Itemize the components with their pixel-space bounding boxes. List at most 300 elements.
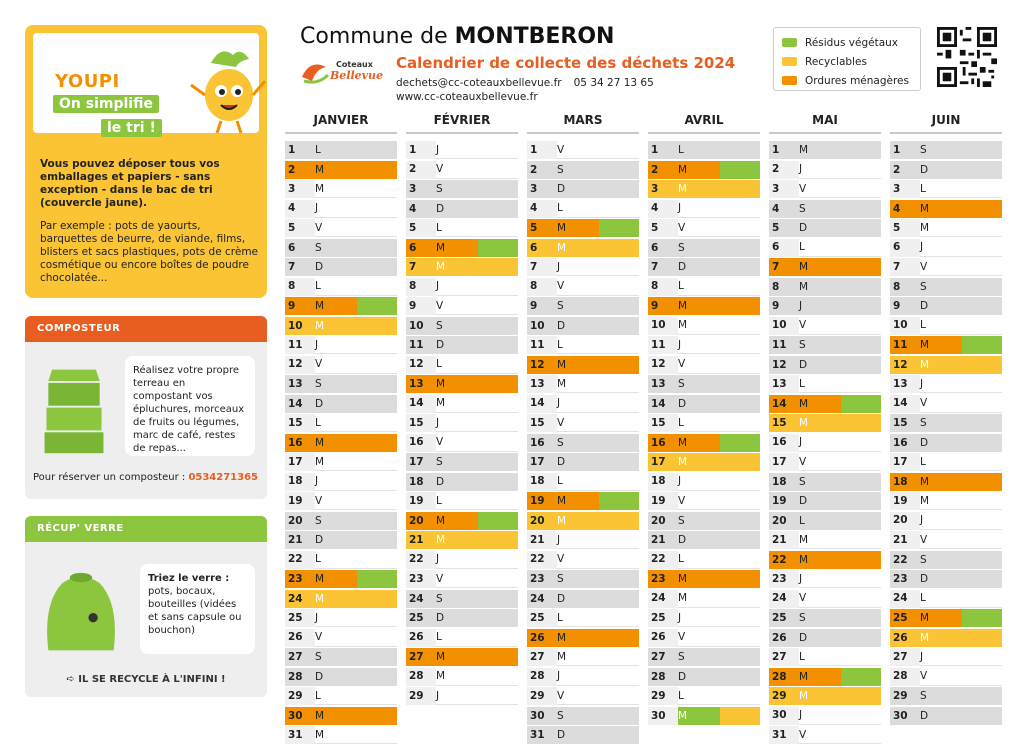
day-letter: S (678, 514, 685, 527)
day-row (890, 336, 1002, 354)
day-row (527, 570, 639, 588)
day-row (648, 239, 760, 257)
day-letter: V (557, 143, 565, 156)
day-row (890, 453, 1002, 471)
day-number: 8 (530, 280, 538, 292)
day-row (285, 239, 397, 257)
day-letter: M (678, 592, 688, 604)
day-row (769, 687, 881, 705)
day-letter: M (920, 494, 930, 507)
day-row (285, 473, 397, 491)
day-row (527, 336, 639, 354)
youpi-text (40, 158, 260, 295)
day-row (406, 629, 518, 647)
day-row (527, 434, 639, 452)
day-number: 4 (651, 202, 659, 214)
day-number: 12 (651, 358, 666, 370)
day-number: 5 (409, 221, 417, 234)
day-letter: L (799, 514, 805, 527)
day-letter: J (436, 416, 440, 429)
day-row (890, 707, 1002, 725)
day-row (890, 512, 1002, 530)
day-letter: M (799, 533, 809, 546)
day-row (406, 258, 518, 276)
day-letter: D (557, 319, 566, 332)
day-row (285, 219, 397, 237)
day-number: 10 (651, 319, 666, 331)
day-number: 14 (772, 397, 787, 410)
day-number: 20 (772, 514, 787, 527)
day-row (648, 317, 760, 335)
month-divider (648, 132, 760, 134)
day-number: 19 (530, 495, 545, 507)
day-letter: D (557, 183, 566, 195)
day-row (890, 531, 1002, 549)
day-row (648, 687, 760, 705)
day-row (285, 453, 397, 471)
day-letter: S (315, 514, 322, 527)
day-letter: S (557, 709, 564, 722)
day-row (406, 141, 518, 159)
day-row (648, 707, 760, 725)
day-number: 22 (409, 553, 424, 565)
day-row (890, 609, 1002, 627)
day-row (648, 395, 760, 413)
day-letter: M (557, 495, 567, 507)
day-letter: J (920, 514, 924, 526)
day-letter: S (557, 573, 564, 585)
day-number: 6 (651, 241, 659, 254)
day-row (648, 492, 760, 510)
day-letter: M (315, 455, 325, 468)
day-letter: M (557, 514, 567, 527)
verre-header: RÉCUP' VERRE (25, 516, 267, 542)
day-letter: L (678, 689, 684, 702)
day-row (406, 414, 518, 432)
day-letter: D (436, 612, 445, 624)
youpi-tag-2: le tri ! (101, 119, 162, 137)
day-number: 3 (288, 182, 296, 195)
day-number: 23 (651, 573, 666, 585)
day-number: 4 (893, 202, 901, 215)
day-row (769, 629, 881, 647)
day-letter: L (799, 241, 805, 253)
day-number: 13 (530, 377, 545, 390)
day-letter: S (678, 378, 685, 390)
day-letter: V (799, 182, 807, 195)
day-letter: M (799, 417, 809, 429)
day-letter: M (315, 163, 325, 176)
composteur-phone[interactable]: 0534271365 (188, 472, 259, 483)
contact-website[interactable]: www.cc-coteauxbellevue.fr (396, 91, 538, 103)
day-number: 2 (288, 163, 296, 176)
day-letter: M (920, 358, 930, 371)
logo-text-top: Coteaux (336, 60, 373, 69)
day-letter: L (557, 338, 563, 351)
day-row (285, 200, 397, 218)
day-number: 20 (530, 514, 545, 527)
day-number: 29 (409, 689, 424, 702)
day-letter: D (920, 573, 929, 585)
month-divider (285, 132, 397, 134)
youpi-banner (33, 33, 259, 136)
month-name: MARS (563, 113, 603, 127)
qr-code-icon[interactable] (937, 27, 997, 87)
day-letter: J (436, 553, 440, 565)
day-letter: V (436, 299, 444, 312)
day-row (527, 707, 639, 725)
day-letter: J (678, 202, 682, 214)
day-collection-band (841, 668, 881, 686)
day-number: 18 (893, 475, 908, 488)
day-row (285, 414, 397, 432)
day-number: 11 (772, 339, 787, 351)
day-letter: L (678, 144, 684, 156)
day-number: 18 (651, 475, 666, 487)
day-letter: J (799, 300, 803, 312)
day-letter: M (678, 573, 688, 585)
day-number: 7 (409, 261, 417, 273)
day-row (648, 180, 760, 198)
day-number: 6 (288, 241, 296, 254)
day-number: 18 (409, 475, 424, 488)
day-letter: M (315, 573, 325, 585)
day-collection-band (357, 297, 397, 315)
day-number: 17 (530, 456, 545, 468)
day-row (769, 375, 881, 393)
day-number: 11 (530, 338, 545, 351)
day-number: 4 (772, 202, 780, 215)
day-letter: L (315, 689, 321, 702)
day-number: 21 (772, 533, 787, 546)
day-letter: D (678, 670, 687, 683)
day-row (527, 492, 639, 510)
day-collection-band (962, 336, 1002, 354)
day-row (406, 278, 518, 296)
day-letter: V (678, 221, 686, 234)
day-letter: J (557, 670, 561, 682)
day-letter: S (920, 553, 927, 566)
verre-body (25, 542, 267, 697)
day-row (527, 317, 639, 335)
day-row (648, 297, 760, 315)
day-letter: L (436, 358, 442, 370)
day-number: 26 (288, 631, 303, 643)
day-number: 17 (288, 455, 303, 468)
day-letter: D (557, 592, 566, 605)
day-letter: M (315, 728, 325, 741)
day-row (527, 278, 639, 296)
day-number: 4 (530, 202, 538, 214)
day-row (406, 648, 518, 666)
day-number: 23 (530, 573, 545, 585)
day-row (285, 687, 397, 705)
day-row (406, 687, 518, 705)
day-row (648, 141, 760, 159)
day-letter: V (920, 397, 928, 409)
day-number: 21 (530, 533, 545, 546)
day-number: 7 (772, 261, 780, 273)
day-letter: L (557, 475, 563, 487)
day-letter: V (799, 592, 807, 604)
day-letter: S (920, 417, 927, 429)
day-number: 26 (530, 631, 545, 644)
day-number: 22 (772, 553, 787, 566)
youpi-text-example: Par exemple : pots de yaourts, barquettes de beurre, de viande, films, blisters et sacs plastiques, pots de crème cosmétique ou encore boîtes de poudre chocolatée... (40, 220, 259, 284)
day-row (648, 161, 760, 179)
day-letter: D (678, 534, 687, 546)
day-row (890, 161, 1002, 179)
day-row (285, 648, 397, 666)
day-letter: L (315, 280, 321, 292)
day-number: 10 (409, 319, 424, 332)
day-number: 20 (651, 514, 666, 527)
day-number: 3 (530, 183, 538, 195)
day-number: 9 (409, 299, 417, 312)
youpi-text-bold: Vous pouvez déposer tous vos emballages et papiers - sans exception - dans le bac de tri (couvercle jaune). (40, 158, 220, 209)
day-collection-band (478, 512, 518, 530)
day-row (648, 648, 760, 666)
month-divider (406, 132, 518, 134)
day-number: 13 (409, 378, 424, 390)
month-name: JUIN (931, 113, 961, 127)
day-letter: J (799, 436, 803, 448)
day-number: 20 (409, 514, 424, 527)
day-row (285, 590, 397, 608)
month-column (648, 110, 760, 726)
day-row (890, 180, 1002, 198)
day-letter: V (799, 728, 807, 741)
day-letter: L (920, 592, 926, 604)
legend-item-om (782, 71, 912, 90)
day-letter: M (436, 651, 446, 663)
contact-phone[interactable]: 05 34 27 13 65 (573, 77, 654, 89)
day-number: 15 (530, 416, 545, 429)
month-column (285, 110, 397, 746)
day-letter: M (315, 592, 325, 605)
day-collection-band (962, 609, 1002, 627)
day-letter: D (557, 729, 566, 741)
day-row (890, 219, 1002, 237)
day-row (890, 687, 1002, 705)
day-number: 9 (530, 300, 538, 312)
day-letter: L (920, 455, 926, 468)
day-row (527, 453, 639, 471)
day-letter: S (799, 339, 806, 351)
day-row (285, 278, 397, 296)
day-row (527, 726, 639, 744)
day-number: 5 (772, 222, 780, 234)
day-number: 13 (651, 378, 666, 390)
day-letter: J (799, 709, 803, 721)
day-number: 14 (893, 397, 908, 409)
day-number: 16 (530, 436, 545, 449)
day-row (406, 180, 518, 198)
contact-email[interactable]: dechets@cc-coteauxbellevue.fr (396, 77, 562, 89)
day-row (769, 395, 881, 413)
day-row (406, 434, 518, 452)
day-letter: M (436, 514, 446, 527)
day-row (769, 707, 881, 725)
day-number: 30 (288, 709, 303, 722)
day-row (648, 629, 760, 647)
day-letter: L (436, 221, 442, 234)
day-number: 24 (893, 592, 908, 604)
day-row (648, 453, 760, 471)
day-row (406, 317, 518, 335)
day-row (890, 258, 1002, 276)
day-letter: S (920, 144, 927, 156)
day-row (890, 492, 1002, 510)
day-row (527, 219, 639, 237)
day-collection-band (357, 570, 397, 588)
day-number: 5 (288, 221, 296, 234)
day-letter: S (920, 280, 927, 293)
day-row (648, 473, 760, 491)
day-number: 26 (772, 631, 787, 644)
day-row (527, 161, 639, 179)
day-letter: M (799, 261, 809, 273)
day-letter: M (920, 475, 930, 488)
verre-footer: ➪ IL SE RECYCLE À L'INFINI ! (66, 674, 226, 685)
day-number: 9 (288, 300, 296, 312)
legend-swatch-rv (782, 38, 797, 47)
day-number: 2 (651, 163, 659, 176)
day-letter: J (557, 533, 561, 546)
day-number: 23 (409, 572, 424, 585)
day-number: 29 (288, 689, 303, 702)
day-number: 9 (893, 300, 901, 312)
day-letter: M (920, 221, 930, 234)
day-letter: V (678, 358, 686, 370)
day-row (890, 629, 1002, 647)
day-letter: S (315, 651, 322, 663)
day-letter: S (557, 300, 564, 312)
day-number: 19 (288, 494, 303, 507)
day-number: 15 (409, 416, 424, 429)
day-letter: M (799, 670, 809, 683)
day-row (406, 668, 518, 686)
day-row (890, 239, 1002, 257)
day-number: 25 (409, 612, 424, 624)
verre-bubble-title: Triez le verre : (148, 573, 230, 584)
day-letter: V (315, 631, 323, 643)
day-letter: M (920, 631, 930, 644)
month-name: AVRIL (684, 113, 724, 127)
day-row (527, 609, 639, 627)
day-row (406, 551, 518, 569)
day-number: 1 (530, 143, 538, 156)
day-letter: D (557, 456, 566, 468)
day-number: 19 (409, 494, 424, 507)
day-row (285, 336, 397, 354)
day-row (648, 512, 760, 530)
day-number: 5 (893, 221, 901, 234)
day-row (648, 336, 760, 354)
day-row (406, 336, 518, 354)
day-letter: D (315, 534, 324, 546)
day-number: 28 (893, 670, 908, 682)
day-number: 21 (893, 533, 908, 546)
day-row (890, 551, 1002, 569)
day-row (527, 141, 639, 159)
day-number: 18 (530, 475, 545, 487)
day-letter: S (436, 456, 443, 468)
day-row (769, 278, 881, 296)
youpi-title: YOUPI (55, 71, 120, 92)
day-row (527, 473, 639, 491)
day-letter: S (315, 378, 322, 390)
month-divider (769, 132, 881, 134)
day-number: 29 (893, 690, 908, 702)
day-letter: D (436, 475, 445, 488)
day-row (648, 551, 760, 569)
day-number: 22 (530, 553, 545, 565)
day-row (285, 395, 397, 413)
day-row (890, 648, 1002, 666)
day-letter: S (920, 690, 927, 702)
day-collection-band (478, 239, 518, 257)
day-row (285, 492, 397, 510)
day-letter: D (920, 709, 929, 722)
day-row (890, 668, 1002, 686)
day-row (890, 414, 1002, 432)
day-number: 27 (530, 650, 545, 663)
day-number: 26 (651, 631, 666, 643)
day-row (285, 434, 397, 452)
day-row (890, 317, 1002, 335)
day-number: 23 (893, 573, 908, 585)
day-number: 27 (288, 651, 303, 663)
day-letter: V (436, 572, 444, 585)
day-row (406, 473, 518, 491)
day-letter: J (920, 241, 924, 253)
calendar-title: Calendrier de collecte des déchets 2024 (396, 54, 736, 72)
day-letter: J (436, 689, 440, 702)
day-number: 5 (530, 222, 538, 234)
day-number: 11 (893, 339, 908, 351)
day-letter: M (920, 339, 930, 351)
verre-bubble (140, 564, 255, 654)
day-row (285, 258, 397, 276)
day-letter: M (920, 612, 930, 624)
day-letter: J (920, 377, 924, 390)
day-letter: D (436, 339, 445, 351)
legend (773, 27, 921, 91)
day-number: 2 (772, 163, 780, 175)
month-name: FÉVRIER (433, 113, 491, 127)
day-number: 23 (288, 573, 303, 585)
day-row (769, 258, 881, 276)
day-row (285, 141, 397, 159)
day-row (406, 356, 518, 374)
day-letter: V (436, 436, 444, 448)
day-row (527, 258, 639, 276)
day-number: 25 (772, 612, 787, 624)
day-letter: M (799, 397, 809, 410)
day-letter: D (315, 261, 324, 273)
day-row (406, 531, 518, 549)
day-number: 28 (772, 670, 787, 683)
day-number: 13 (772, 377, 787, 390)
day-number: 28 (651, 670, 666, 683)
day-row (406, 219, 518, 237)
day-row (769, 180, 881, 198)
day-letter: M (315, 319, 325, 332)
day-letter: S (436, 183, 443, 195)
day-row (527, 531, 639, 549)
day-number: 28 (409, 670, 424, 682)
